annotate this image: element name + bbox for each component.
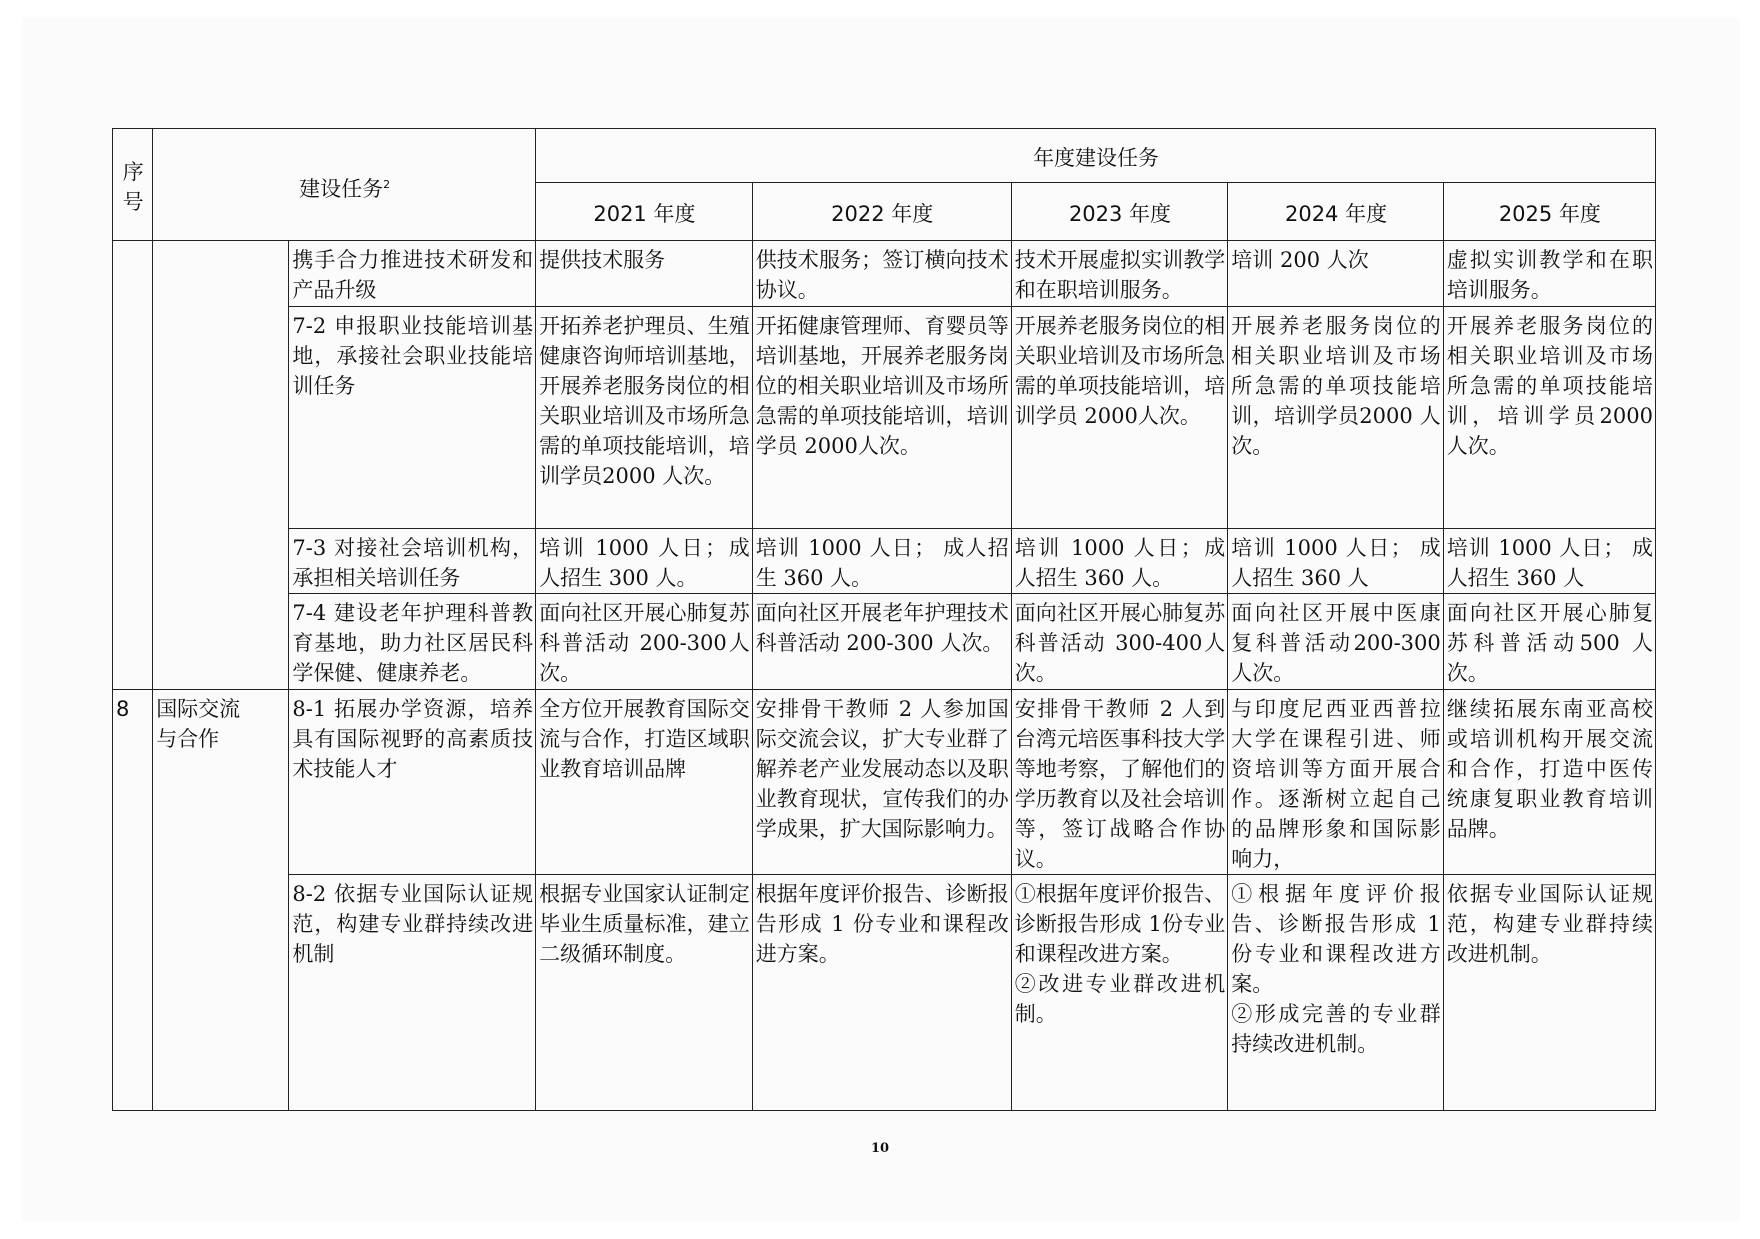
year-cell: 开展养老服务岗位的相关职业培训及市场所急需的单项技能培训，培训学员2000 人次。	[1228, 306, 1443, 529]
table-row	[113, 594, 1656, 689]
task-cell: 7-3 对接社会培训机构，承担相关培训任务	[289, 529, 536, 594]
year-cell: 培训 1000 人日； 成人招生 360 人。	[752, 529, 1011, 594]
year-cell: 供技术服务；签订横向技术协议。	[752, 241, 1011, 306]
year-cell: 提供技术服务	[536, 241, 753, 306]
year-cell: 培训 200 人次	[1228, 241, 1443, 306]
year-cell: 技术开展虚拟实训教学和在职培训服务。	[1011, 241, 1228, 306]
year-cell: ①根据年度评价报告、诊断报告形成 1份专业和课程改进方案。 ②改进专业群改进机制。	[1011, 875, 1228, 1111]
year-cell: 面向社区开展中医康复科普活动200-300 人次。	[1228, 594, 1443, 689]
table-row	[113, 306, 1656, 529]
year-cell: 与印度尼西亚西普拉大学在课程引进、师资培训等方面开展合作。逐渐树立起自己的品牌形象和国际影响力，	[1228, 689, 1443, 875]
year-cell: 开展养老服务岗位的相关职业培训及市场所急需的单项技能培训，培训学员 2000人次。	[1011, 306, 1228, 529]
year-cell: 根据专业国家认证制定毕业生质量标准，建立二级循环制度。	[536, 875, 753, 1111]
header-year-2022: 2022 年度	[752, 183, 1011, 241]
year-cell: 培训 1000 人日；成人招生 360 人。	[1011, 529, 1228, 594]
construction-task-table	[112, 128, 1656, 1111]
category-cell: 国际交流 与合作	[153, 689, 289, 1110]
table-row	[113, 529, 1656, 594]
year-cell: 依据专业国际认证规范，构建专业群持续改进机制。	[1443, 875, 1655, 1111]
task-cell: 7-4 建设老年护理科普教育基地，助力社区居民科学保健、健康养老。	[289, 594, 536, 689]
year-cell: 培训 1000 人日； 成人招生 360 人	[1228, 529, 1443, 594]
year-cell: 开拓健康管理师、育婴员等培训基地，开展养老服务岗位的相关职业培训及市场所急需的单项技能培训，培训学员 2000人次。	[752, 306, 1011, 529]
task-cell: 携手合力推进技术研发和产品升级	[289, 241, 536, 306]
task-cell: 8-1 拓展办学资源，培养具有国际视野的高素质技术技能人才	[289, 689, 536, 875]
year-cell: 培训 1000 人日； 成人招生 360 人	[1443, 529, 1655, 594]
page-number: 10	[870, 1141, 890, 1156]
year-cell: 面向社区开展心肺复苏科普活动 200-300人次。	[536, 594, 753, 689]
table-row	[113, 241, 1656, 306]
header-task: 建设任务$^2$	[153, 129, 536, 241]
year-cell: 开拓养老护理员、生殖健康咨询师培训基地，开展养老服务岗位的相关职业培训及市场所急需的单项技能培训，培训学员2000 人次。	[536, 306, 753, 529]
year-cell: ①根据年度评价报告、诊断报告形成 1 份专业和课程改进方案。 ②形成完善的专业群持续改进机制。	[1228, 875, 1443, 1111]
header-year-2021: 2021 年度	[536, 183, 753, 241]
task-cell: 7-2 申报职业技能培训基地，承接社会职业技能培训任务	[289, 306, 536, 529]
year-cell: 安排骨干教师 2 人到台湾元培医事科技大学等地考察，了解他们的学历教育以及社会培训等，签订战略合作协议。	[1011, 689, 1228, 875]
year-cell: 开展养老服务岗位的相关职业培训及市场所急需的单项技能培训，培训学员2000 人次。	[1443, 306, 1655, 529]
table-row	[113, 689, 1656, 875]
year-cell: 面向社区开展心肺复苏科普活动500 人次。	[1443, 594, 1655, 689]
year-cell: 根据年度评价报告、诊断报告形成 1 份专业和课程改进方案。	[752, 875, 1011, 1111]
year-cell: 培训 1000 人日；成人招生 300 人。	[536, 529, 753, 594]
year-cell: 全方位开展教育国际交流与合作，打造区域职业教育培训品牌	[536, 689, 753, 875]
header-year-2025: 2025 年度	[1443, 183, 1655, 241]
header-annual-tasks: 年度建设任务	[536, 129, 1656, 183]
category-cell-continued	[153, 241, 289, 689]
task-cell: 8-2 依据专业国际认证规范，构建专业群持续改进机制	[289, 875, 536, 1111]
year-cell: 面向社区开展老年护理技术科普活动 200-300 人次。	[752, 594, 1011, 689]
seq-cell-continued	[113, 241, 153, 689]
year-cell: 虚拟实训教学和在职培训服务。	[1443, 241, 1655, 306]
year-cell: 继续拓展东南亚高校或培训机构开展交流和合作，打造中医传统康复职业教育培训品牌。	[1443, 689, 1655, 875]
year-cell: 面向社区开展心肺复苏科普活动 300-400人次。	[1011, 594, 1228, 689]
year-cell: 安排骨干教师 2 人参加国际交流会议，扩大专业群了解养老产业发展动态以及职业教育现状，宣传我们的办学成果，扩大国际影响力。	[752, 689, 1011, 875]
header-seq: 序 号	[113, 129, 153, 241]
header-year-2023: 2023 年度	[1011, 183, 1228, 241]
header-year-2024: 2024 年度	[1228, 183, 1443, 241]
table-row	[113, 875, 1656, 1111]
seq-cell: 8	[113, 689, 153, 1110]
